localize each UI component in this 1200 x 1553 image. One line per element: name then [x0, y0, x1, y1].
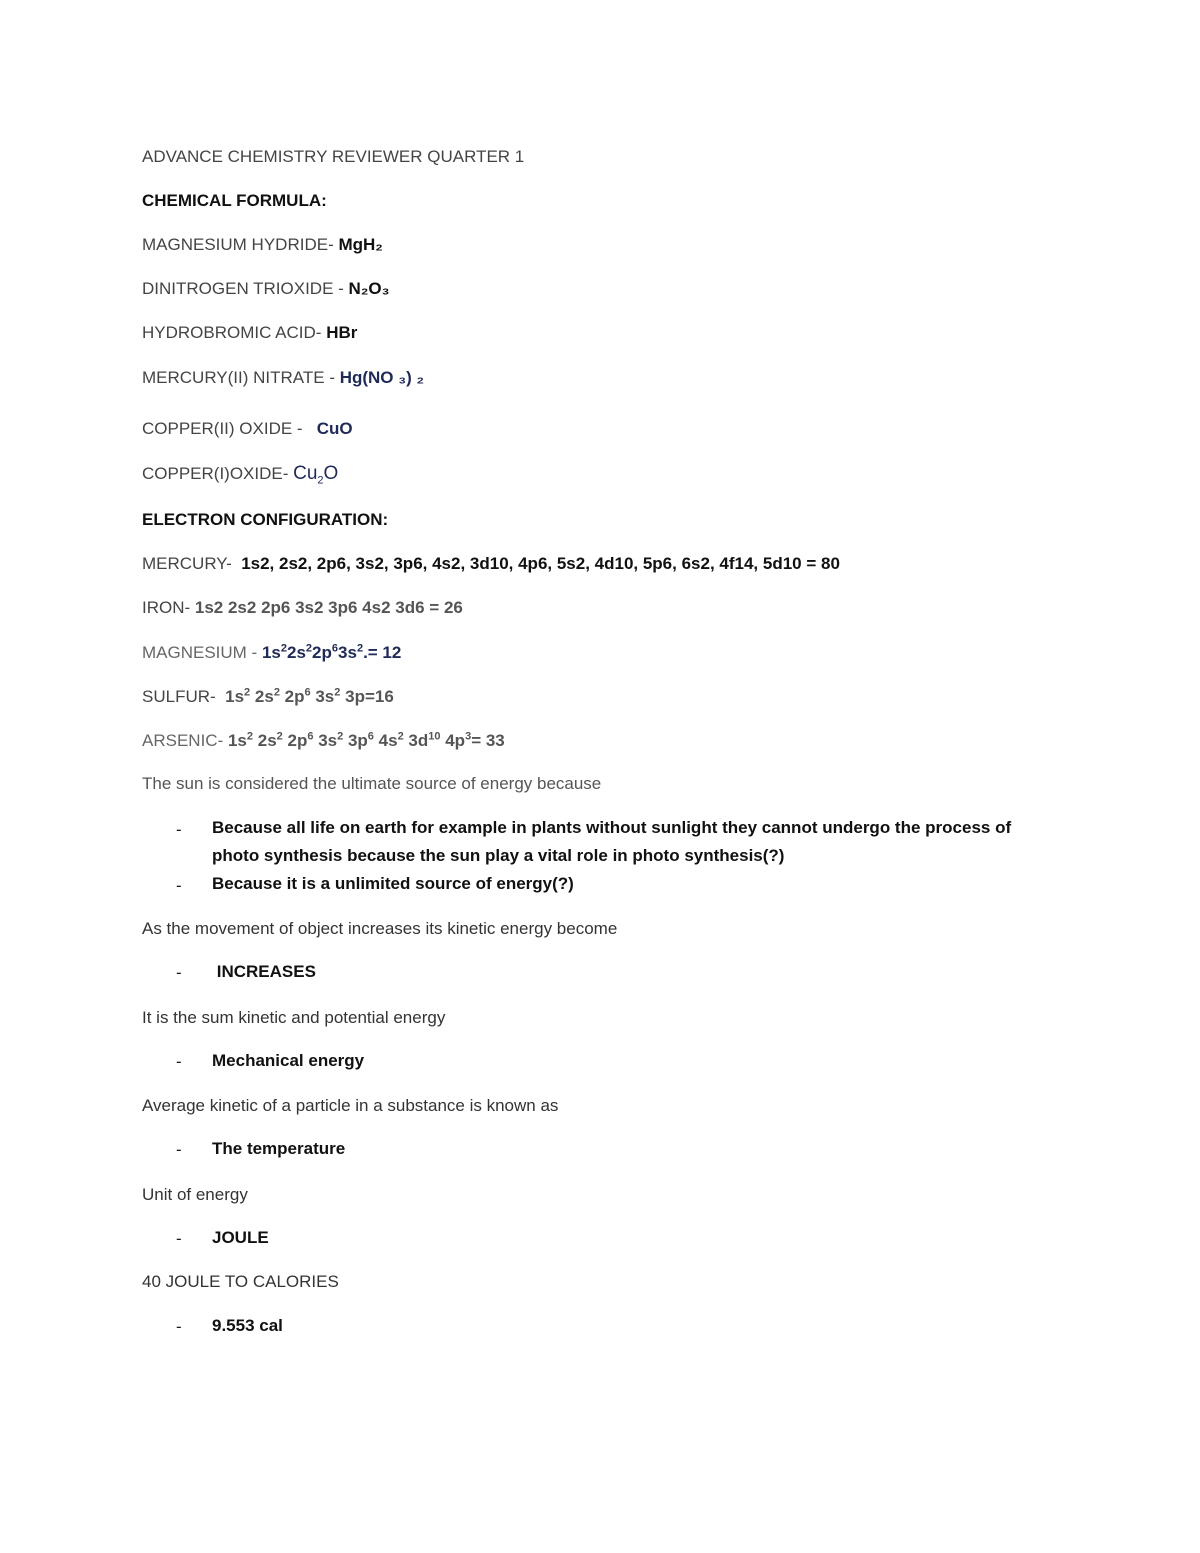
bullet-dash: -	[176, 963, 182, 982]
document-title: ADVANCE CHEMISTRY REVIEWER QUARTER 1	[142, 147, 525, 166]
formula-row: HYDROBROMIC ACID- HBr	[142, 323, 358, 342]
answer-text: Because all life on earth for example in plants without sunlight they cannot undergo the process of photo synthesis because the sun play a vital role in photo synthesis(?)	[212, 818, 1012, 865]
chemical-formula-heading: CHEMICAL FORMULA:	[142, 191, 327, 210]
config-row-iron: IRON- 1s2 2s2 2p6 3s2 3p6 4s2 3d6 = 26	[142, 598, 463, 617]
answer-text: Because it is a unlimited source of energy(?)	[212, 874, 574, 893]
answer-text: JOULE	[212, 1228, 269, 1247]
question-text: Average kinetic of a particle in a substance is known as	[142, 1096, 559, 1115]
config-row-mercury: MERCURY- 1s2, 2s2, 2p6, 3s2, 3p6, 4s2, 3d10, 4p6, 5s2, 4d10, 5p6, 6s2, 4f14, 5d10 = 80	[142, 554, 840, 573]
bullet-dash: -	[176, 1317, 182, 1336]
config-row-arsenic: ARSENIC- $1s^2$ $2s^2$ $2p^6$ $3s^2$ $3p^6$ $4s^2$ $3d^{10}$ $4p^3= 33$	[142, 730, 505, 750]
bullet-dash: -	[176, 876, 182, 895]
bullet-dash: -	[176, 1052, 182, 1071]
question-text: As the movement of object increases its kinetic energy become	[142, 919, 618, 938]
formula-row: MAGNESIUM HYDRIDE- MgH₂	[142, 235, 383, 254]
formula-row: MERCURY(II) NITRATE - Hg(NO ₃) ₂	[142, 368, 425, 387]
formula-row: COPPER(II) OXIDE - CuO	[142, 419, 353, 438]
answer-text: Mechanical energy	[212, 1051, 365, 1070]
bullet-dash: -	[176, 820, 182, 839]
question-text: 40 JOULE TO CALORIES	[142, 1272, 339, 1291]
question-text: It is the sum kinetic and potential energy	[142, 1008, 446, 1027]
bullet-dash: -	[176, 1229, 182, 1248]
answer-text: INCREASES	[212, 962, 316, 981]
question-text: Unit of energy	[142, 1185, 248, 1204]
answer-text: 9.553 cal	[212, 1316, 283, 1335]
config-row-magnesium: MAGNESIUM - $1s^22s^22p^63s^2.= 12$	[142, 642, 402, 662]
electron-config-heading: ELECTRON CONFIGURATION:	[142, 510, 389, 529]
bullet-dash: -	[176, 1140, 182, 1159]
formula-row: DINITROGEN TRIOXIDE - N₂O₃	[142, 279, 390, 298]
answer-text: The temperature	[212, 1139, 346, 1158]
formula-row: COPPER(I)OXIDE- $Cu_2O$	[142, 463, 339, 487]
config-row-sulfur: SULFUR- $1s^2$ $2s^2$ $2p^6$ $3s^2$ 3p=16	[142, 686, 394, 706]
question-text: The sun is considered the ultimate source of energy because	[142, 774, 602, 793]
